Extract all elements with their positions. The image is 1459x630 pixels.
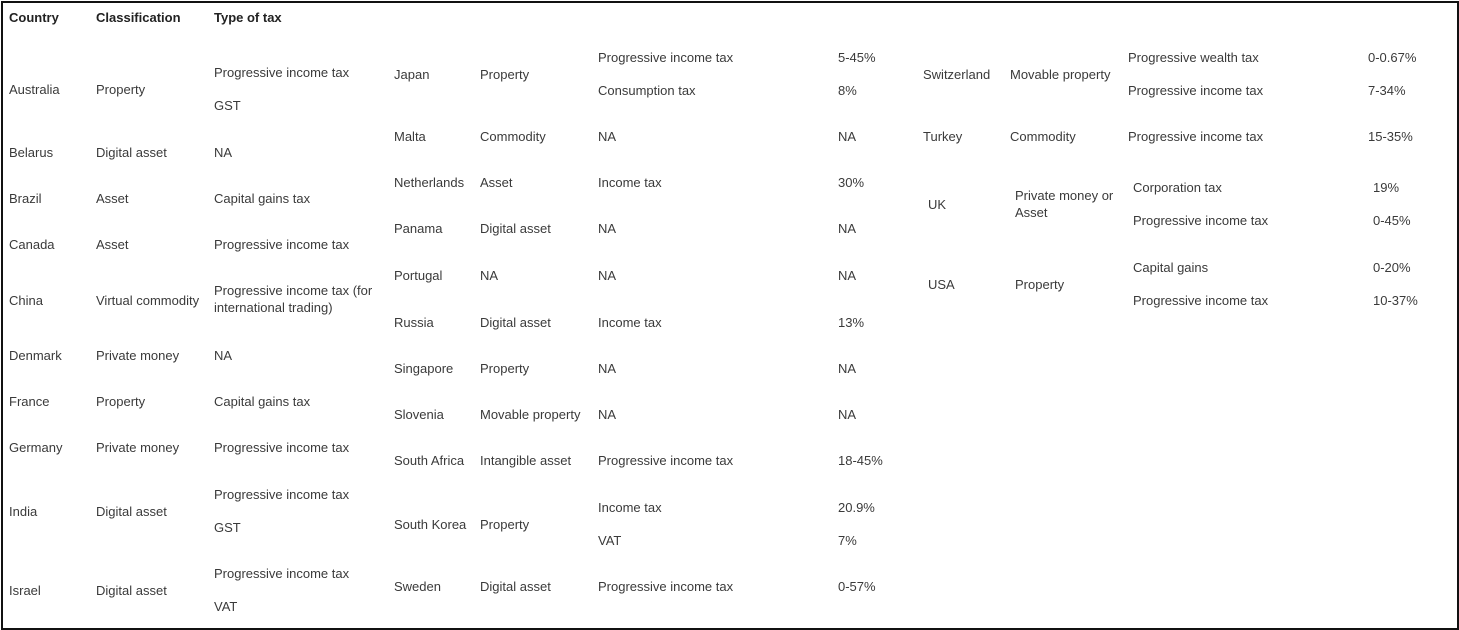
table-cell-country: France [9,394,50,409]
table-cell-rate: NA [838,129,857,144]
table-cell-tax: GST [214,98,241,113]
table-cell-tax: GST [214,520,241,535]
table-cell-tax: Progressive income tax [598,50,734,65]
table-cell-tax: VAT [598,533,622,548]
table-cell-tax: Income tax [598,500,662,515]
table-cell-rate: 7-34% [1368,83,1406,98]
table-cell-rate: 0-45% [1373,213,1411,228]
table-cell-country: South Korea [394,517,467,532]
table-cell-country: India [9,504,38,519]
table-cell-country: Panama [394,221,443,236]
table-cell-classification: Property [96,394,146,409]
table-cell-rate: 30% [838,175,865,190]
table-cell-classification: Digital asset [480,315,551,330]
header-classification: Classification [96,10,181,25]
table-cell-classification: Asset [96,237,129,252]
table-cell-classification: Commodity [1010,129,1076,144]
table-cell-tax: Progressive income tax (for international trading) [214,283,373,315]
table-cell-rate: 0-20% [1373,260,1411,275]
table-cell-tax: Progressive income tax [598,579,734,594]
table-cell-country: Turkey [923,129,963,144]
table-cell-country: Switzerland [923,67,991,82]
table-cell-country: Russia [394,315,434,330]
table-cell-classification: Asset [480,175,513,190]
table-cell-classification: Digital asset [480,221,551,236]
table-cell-classification: Commodity [480,129,546,144]
table-cell-tax: Capital gains tax [214,191,311,206]
table-cell-tax: Capital gains [1133,260,1209,275]
table-cell-tax: Income tax [598,315,662,330]
table-cell-country: Slovenia [394,407,444,422]
table-cell-rate: 0-0.67% [1368,50,1417,65]
table-cell-rate: 10-37% [1373,293,1418,308]
table-cell-tax: Progressive wealth tax [1128,50,1259,65]
table-cell-classification: Virtual commodity [96,293,200,308]
table-cell-tax: NA [598,361,617,376]
table-cell-country: UK [928,197,947,212]
table-cell-country: Denmark [9,348,62,363]
table-cell-country: Netherlands [394,175,465,190]
table-cell-classification: Digital asset [96,583,167,598]
table-cell-rate: NA [838,268,857,283]
header-tax-type: Type of tax [214,10,282,25]
table-cell-tax: Progressive income tax [214,237,350,252]
table-cell-rate: 0-57% [838,579,876,594]
table-cell-tax: Progressive income tax [214,566,350,581]
table-cell-country: Malta [394,129,426,144]
table-cell-classification: Property [96,82,146,97]
table-cell-tax: NA [598,129,617,144]
table-cell-country: Belarus [9,145,54,160]
table-cell-rate: 13% [838,315,865,330]
table-cell-country: USA [928,277,955,292]
table-cell-classification: Movable property [1010,67,1111,82]
table-cell-rate: 19% [1373,180,1400,195]
table-cell-country: Japan [394,67,430,82]
table-cell-rate: 8% [838,83,857,98]
table-cell-classification: Private money [96,348,180,363]
table-cell-classification: Property [480,517,530,532]
table-cell-country: Germany [9,440,63,455]
table-cell-rate: 7% [838,533,857,548]
table-cell-tax: Progressive income tax [214,440,350,455]
table-cell-rate: 5-45% [838,50,876,65]
table-cell-tax: NA [598,268,617,283]
table-cell-country: South Africa [394,453,465,468]
table-cell-tax: Corporation tax [1133,180,1222,195]
table-cell-classification: NA [480,268,499,283]
table-cell-classification: Private money [96,440,180,455]
table-cell-tax: VAT [214,599,238,614]
table-cell-tax: Income tax [598,175,662,190]
table-cell-tax: Progressive income tax [598,453,734,468]
table-cell-country: China [9,293,43,308]
table-cell-rate: NA [838,407,857,422]
table-cell-classification: Property [480,67,530,82]
table-cell-country: Canada [9,237,55,252]
table-cell-classification: Digital asset [96,504,167,519]
table-cell-rate: 20.9% [838,500,875,515]
table-cell-tax: Capital gains tax [214,394,311,409]
table-cell-tax: Progressive income tax [1128,129,1264,144]
table-cell-tax: Progressive income tax [1133,213,1269,228]
table-cell-tax: Progressive income tax [214,65,350,80]
table-cell-tax: NA [214,145,233,160]
header-country: Country [9,10,59,25]
table-cell-classification: Digital asset [480,579,551,594]
table-cell-rate: 18-45% [838,453,883,468]
table-cell-classification: Asset [96,191,129,206]
table-cell-country: Israel [9,583,41,598]
table-cell-classification: Movable property [480,407,581,422]
table-cell-classification: Private money or Asset [1015,188,1114,220]
table-cell-tax: NA [598,221,617,236]
table-cell-country: Sweden [394,579,441,594]
table-cell-tax: Progressive income tax [1128,83,1264,98]
table-cell-country: Australia [9,82,60,97]
table-cell-country: Brazil [9,191,42,206]
table-cell-tax: NA [598,407,617,422]
table-cell-rate: NA [838,361,857,376]
table-cell-country: Portugal [394,268,443,283]
table-cell-classification: Property [480,361,530,376]
table-cell-tax: Progressive income tax [214,487,350,502]
table-cell-tax: NA [214,348,233,363]
table-cell-classification: Digital asset [96,145,167,160]
table-cell-country: Singapore [394,361,454,376]
table-cell-classification: Intangible asset [480,453,572,468]
table-cell-classification: Property [1015,277,1065,292]
table-cell-tax: Consumption tax [598,83,696,98]
table-cell-rate: NA [838,221,857,236]
table-cell-rate: 15-35% [1368,129,1413,144]
table-cell-tax: Progressive income tax [1133,293,1269,308]
